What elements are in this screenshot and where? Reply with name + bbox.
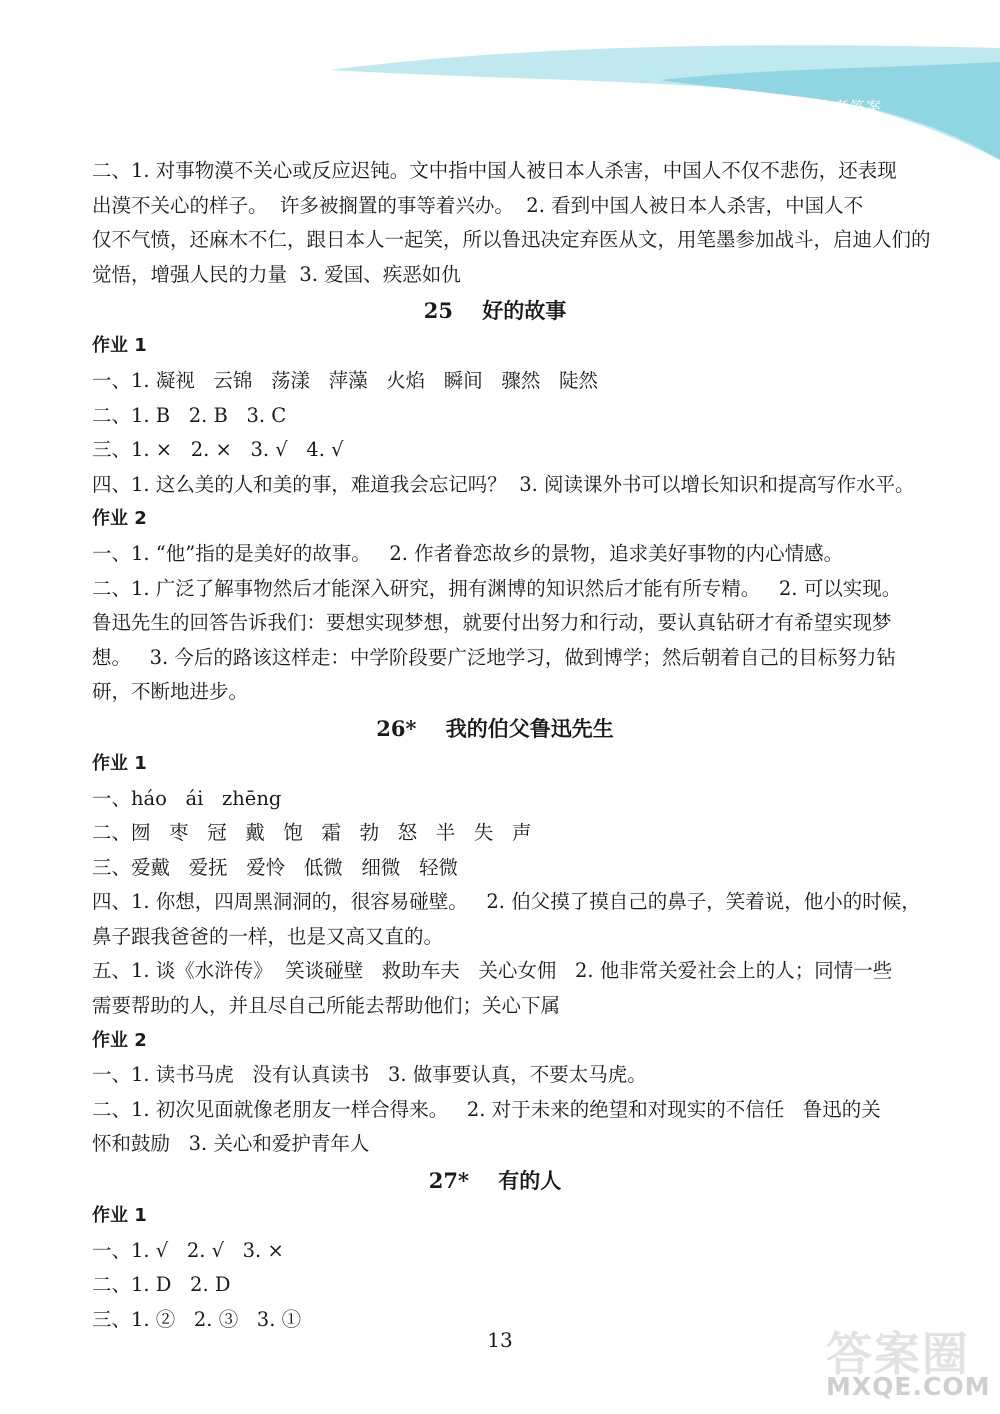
answer-line: 四、1. 你想，四周黑洞洞的，很容易碰壁。 2. 伯父摸了摸自己的鼻子，笑着说，他小的时候， bbox=[92, 890, 921, 914]
answer-content bbox=[92, 154, 931, 1337]
answer-line: 二、1. 初次见面就像老朋友一样合得来。 2. 对于未来的绝望和对现实的不信任 鲁迅的关 bbox=[92, 1097, 881, 1121]
lesson-title: 25 好的故事 bbox=[423, 298, 567, 324]
assignment-heading: 作业 2 bbox=[92, 1029, 147, 1051]
answer-line: 研，不断地进步。 bbox=[92, 680, 249, 704]
watermark-url: MXQE.COM bbox=[826, 1372, 991, 1401]
answer-line: 一、1. “他”指的是美好的故事。 2. 作者眷恋故乡的景物，追求美好事物的内心情感。 bbox=[92, 541, 844, 565]
answer-line: 觉悟，增强人民的力量 3. 爱国、疾恶如仇 bbox=[92, 262, 461, 286]
answer-line: 三、爱戴 爱抚 爱怜 低微 细微 轻微 bbox=[92, 855, 458, 879]
assignment-heading: 作业 2 bbox=[92, 508, 147, 530]
answer-line: 一、1. √ 2. √ 3. × bbox=[92, 1238, 284, 1262]
answer-line: 仅不气愤，还麻木不仁，跟日本人一起笑，所以鲁迅决定弃医从文，用笔墨参加战斗，启迪人们的 bbox=[92, 228, 931, 252]
answer-line: 三、1. × 2. × 3. √ 4. √ bbox=[92, 438, 344, 462]
page-number: 13 bbox=[487, 1328, 513, 1352]
answer-line: 一、háo ái zhēng bbox=[92, 786, 282, 810]
answer-line: 二、1. 对事物漠不关心或反应迟钝。文中指中国人被日本人杀害，中国人不仅不悲伤，还表现 bbox=[92, 159, 897, 182]
answer-line: 怀和鼓励 3. 关心和爱护青年人 bbox=[92, 1132, 370, 1156]
lesson-title: 26* 我的伯父鲁迅先生 bbox=[376, 715, 614, 741]
answer-line: 四、1. 这么美的人和美的事，难道我会忘记吗？ 3. 阅读课外书可以增长知识和提高写作水平。 bbox=[92, 472, 915, 496]
assignment-heading: 作业 1 bbox=[92, 1205, 147, 1227]
watermark-logo-text: 答案圈 bbox=[826, 1327, 970, 1381]
header-decoration-band bbox=[330, 40, 1000, 160]
lesson-title: 27* 有的人 bbox=[428, 1168, 562, 1194]
answer-line: 三、1. ② 2. ③ 3. ① bbox=[92, 1307, 302, 1331]
answer-line: 五、1. 谈《水浒传》 笑谈碰壁 救助车夫 关心女佣 2. 他非常关爱社会上的人；同情一些 bbox=[92, 959, 893, 983]
answer-line: 二、囫 枣 冠 戴 饱 霜 勃 怒 半 失 声 bbox=[92, 821, 532, 845]
answer-line: 想。 3. 今后的路该这样走：中学阶段要广泛地学习，做到博学；然后朝着自己的目标努力钻 bbox=[92, 645, 896, 669]
answer-line: 二、1. B 2. B 3. C bbox=[92, 403, 287, 427]
assignment-heading: 作业 1 bbox=[92, 335, 147, 357]
answer-line: 一、1. 凝视 云锦 荡漾 萍藻 火焰 瞬间 骤然 陡然 bbox=[92, 368, 598, 392]
answer-line: 一、1. 读书马虎 没有认真读书 3. 做事要认真，不要太马虎。 bbox=[92, 1063, 647, 1087]
answer-line: 需要帮助的人，并且尽自己所能去帮助他们；关心下属 bbox=[92, 994, 561, 1018]
answer-line: 鲁迅先生的回答告诉我们：要想实现梦想，就要付出努力和行动，要认真钻研才有希望实现梦 bbox=[92, 611, 892, 635]
answer-line: 二、1. D 2. D bbox=[92, 1273, 231, 1297]
answer-line: 二、1. 广泛了解事物然后才能深入研究，拥有渊博的知识然后才能有所专精。 2. 可以实现。 bbox=[92, 576, 902, 600]
answer-line: 出漠不关心的样子。 许多被搁置的事等着兴办。 2. 看到中国人被日本人杀害，中国人不 bbox=[92, 193, 864, 217]
assignment-heading: 作业 1 bbox=[92, 752, 147, 774]
answer-line: 鼻子跟我爸爸的一样，也是又高又直的。 bbox=[92, 924, 444, 948]
header-label: 参考答案 bbox=[818, 98, 883, 116]
